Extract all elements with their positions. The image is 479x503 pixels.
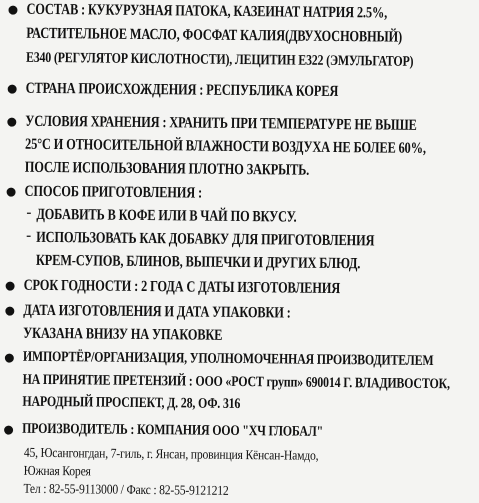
bullet-icon <box>5 354 14 363</box>
bullet-icon <box>8 85 17 94</box>
importer-line-3: НАРОДНЫЙ ПРОСПЕКТ, Д. 28, ОФ. 316 <box>22 393 241 413</box>
dates-line-2: УКАЗАНА ВНИЗУ НА УПАКОВКЕ <box>23 324 223 344</box>
preparation-title: СПОСОБ ПРИГОТОВЛЕНИЯ : <box>24 182 203 202</box>
manufacturer-line-1: ПРОИЗВОДИТЕЛЬ : КОМПАНИЯ ООО "ХЧ ГЛОБАЛ" <box>22 420 324 440</box>
importer-line-2: НА ПРИНЯТИЕ ПРЕТЕНЗИЙ : ООО «РОСТ групп» 690014 Г. ВЛАДИВОСТОК, <box>22 371 450 393</box>
manufacturer-address: 45, Юсангонгдан, 7-гиль, г. Янсан, провинция Кёнсан-Намдо, <box>23 444 319 463</box>
importer-line-1: ИМПОРТЁР/ОРГАНИЗАЦИЯ, УПОЛНОМОЧЕННАЯ ПРОИЗВОДИТЕЛЕМ <box>22 348 434 370</box>
manufacturer-contacts: Тел : 82-55-9113000 / Факс : 82-55-9121212 <box>23 480 229 498</box>
bullet-icon <box>7 188 16 197</box>
bullet-icon <box>7 118 16 127</box>
storage-line-2: 25°С И ОТНОСИТЕЛЬНОЙ ВЛАЖНОСТИ ВОЗДУХА НЕ БОЛЕЕ 60%, <box>25 135 426 157</box>
composition-line-3: Е340 (РЕГУЛЯТОР КИСЛОТНОСТИ), ЛЕЦИТИН Е322 (ЭМУЛЬГАТОР) <box>25 49 414 70</box>
bullet-icon <box>8 6 17 15</box>
dash-icon: - <box>26 204 32 221</box>
storage-line-3: ПОСЛЕ ИСПОЛЬЗОВАНИЯ ПЛОТНО ЗАКРЫТЬ. <box>24 158 310 179</box>
composition-line-1: СОСТАВ : КУКУРУЗНАЯ ПАТОКА, КАЗЕИНАТ НАТРИЯ 2.5%, <box>26 0 388 22</box>
storage-line-1: УСЛОВИЯ ХРАНЕНИЯ : ХРАНИТЬ ПРИ ТЕМПЕРАТУРЕ НЕ ВЫШЕ <box>25 112 417 134</box>
shelf-life-line: СРОК ГОДНОСТИ : 2 ГОДА С ДАТЫ ИЗГОТОВЛЕНИЯ <box>23 276 341 298</box>
bullet-icon <box>4 426 13 435</box>
dates-line-1: ДАТА ИЗГОТОВЛЕНИЯ И ДАТА УПАКОВКИ : <box>23 301 291 322</box>
preparation-item-3: КРЕМ-СУПОВ, БЛИНОВ, ВЫПЕЧКИ И ДРУГИХ БЛЮД. <box>35 251 361 273</box>
bullet-icon <box>5 307 14 316</box>
bullet-icon <box>6 282 15 291</box>
preparation-item-1: ДОБАВИТЬ В КОФЕ ИЛИ В ЧАЙ ПО ВКУСУ. <box>36 205 297 226</box>
manufacturer-country: Южная Корея <box>23 462 91 479</box>
origin-line: СТРАНА ПРОИСХОЖДЕНИЯ : РЕСПУБЛИКА КОРЕЯ <box>25 79 339 101</box>
dash-icon: - <box>26 227 32 244</box>
preparation-item-2: ИСПОЛЬЗОВАТЬ КАК ДОБАВКУ ДЛЯ ПРИГОТОВЛЕНИЯ <box>36 228 375 250</box>
composition-line-2: РАСТИТЕЛЬНОЕ МАСЛО, ФОСФАТ КАЛИЯ(ДВУХОСНОВНЫЙ) <box>26 24 403 46</box>
